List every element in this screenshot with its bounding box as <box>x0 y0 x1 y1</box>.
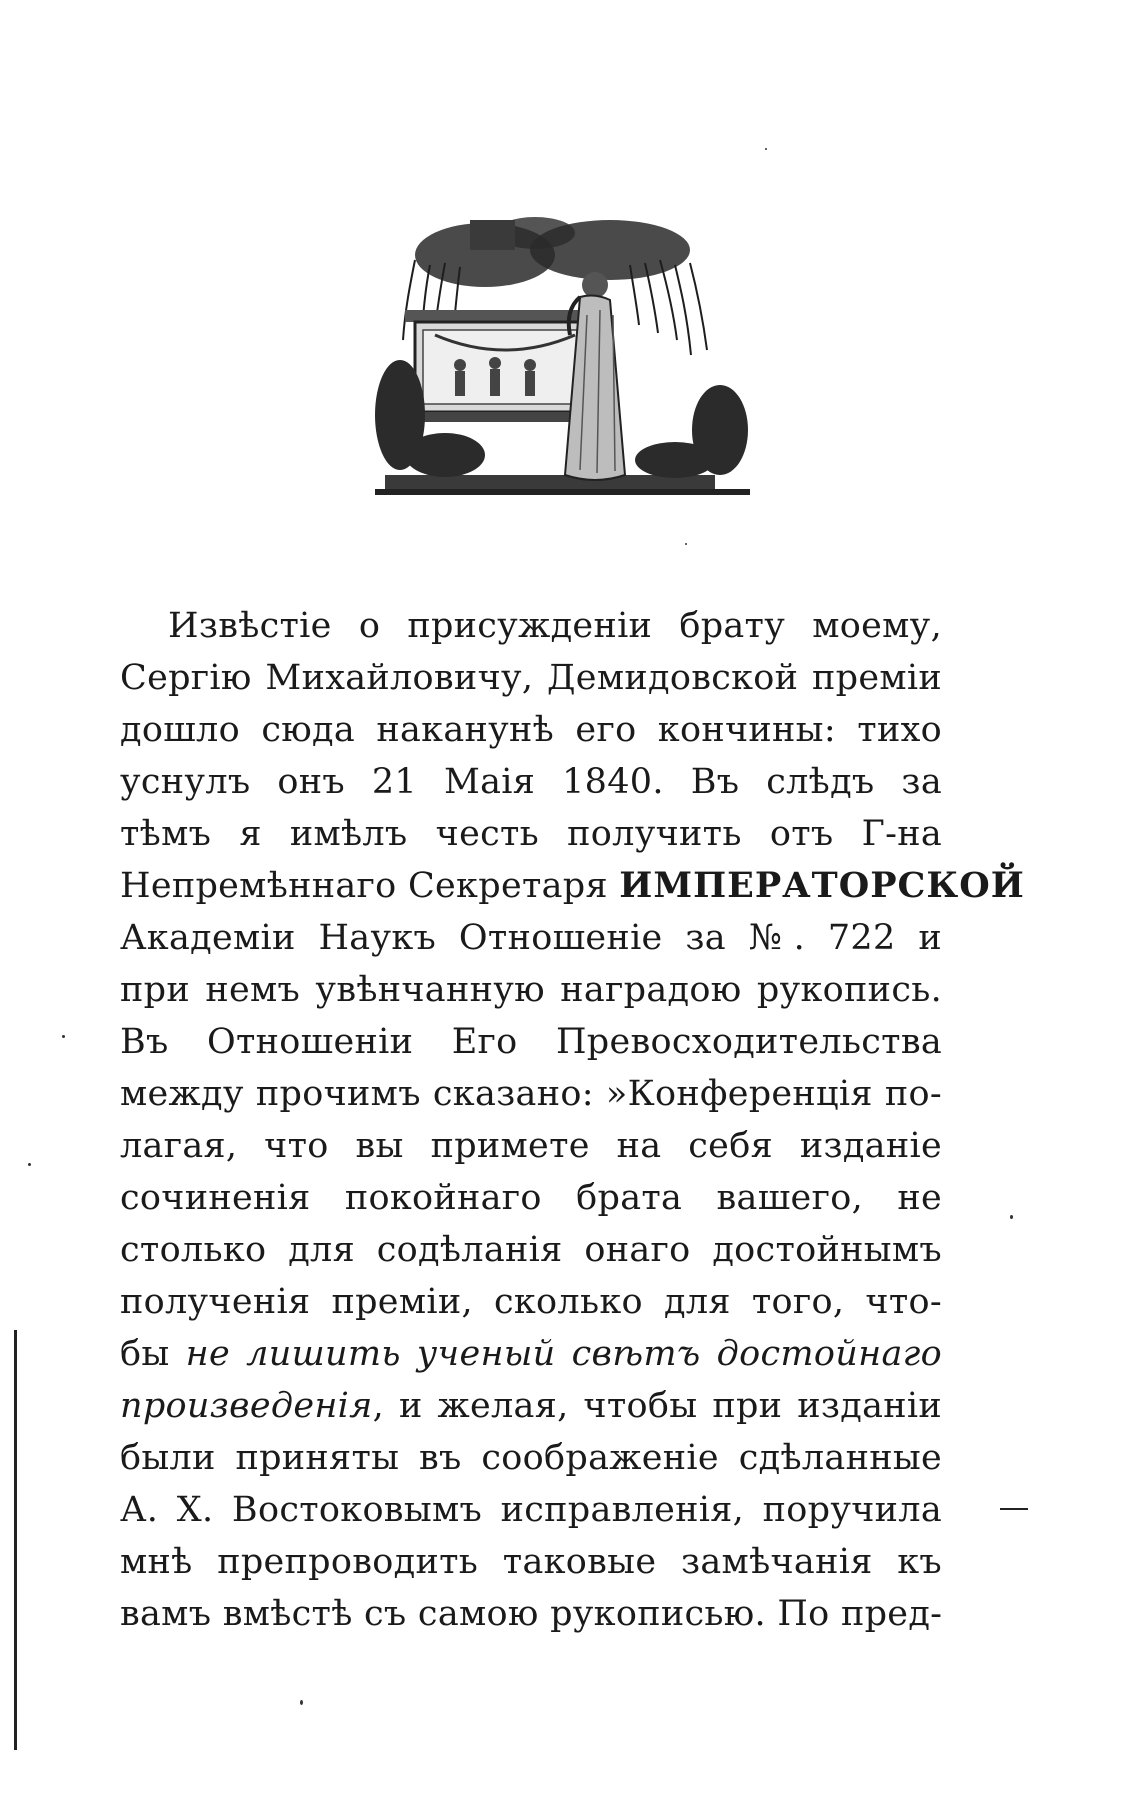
text-run: А. Х. Востоковымъ исправленія, поручила <box>120 1490 942 1530</box>
text-line <box>120 704 942 756</box>
text-line <box>120 1328 942 1380</box>
text-line <box>120 652 942 704</box>
text-line <box>120 808 942 860</box>
text-run: Непремѣннаго Секретаря <box>120 866 620 906</box>
body-text <box>120 600 1025 1640</box>
text-run: между прочимъ сказано: »Конференція по- <box>120 1074 942 1114</box>
text-run: Сергію Михайловичу, Демидовской преміи <box>120 658 942 698</box>
text-line <box>120 1432 942 1484</box>
text-line <box>120 964 942 1016</box>
text-line <box>120 1588 942 1640</box>
text-run: , и желая, чтобы при изданіи <box>372 1386 942 1426</box>
text-run: вамъ вмѣстѣ съ самою рукописью. По пред- <box>120 1594 943 1634</box>
text-run: Академіи Наукъ Отношеніе за №. 722 и <box>120 918 942 958</box>
text-run: произведенія <box>120 1386 373 1426</box>
text-run: не лишить ученый свѣтъ достойнаго <box>185 1334 942 1374</box>
text-run: уснулъ онъ 21 Маія 1840. Въ слѣдъ за <box>120 762 942 802</box>
text-run: бы <box>120 1334 186 1374</box>
text-run: ИМПЕРАТОРСКОЙ <box>619 865 1025 906</box>
text-run: Извѣстіе о присужденіи брату моему, <box>168 606 942 646</box>
text-run: были приняты въ соображеніе сдѣланные <box>120 1438 942 1478</box>
text-run: тѣмъ я имѣлъ честь получить отъ Г-на <box>120 814 942 854</box>
text-run: сочиненія покойнаго брата вашего, не <box>120 1178 942 1218</box>
binding-edge-line <box>14 1330 17 1750</box>
text-run: столько для содѣланія онаго достойнымъ <box>120 1230 942 1270</box>
text-line <box>120 1536 942 1588</box>
text-run: Въ Отношеніи Его Превосходительства <box>120 1022 942 1062</box>
text-run: полученія преміи, сколько для того, что- <box>120 1282 942 1322</box>
text-line <box>120 1380 942 1432</box>
text-line <box>120 1224 942 1276</box>
text-line <box>120 860 1025 912</box>
text-run: дошло сюда наканунѣ его кончины: тихо <box>120 710 942 750</box>
text-line <box>120 1484 942 1536</box>
text-line <box>120 1276 942 1328</box>
text-run: лагая, что вы примете на себя изданіе <box>120 1126 942 1166</box>
text-line <box>120 1120 942 1172</box>
text-line <box>120 912 942 964</box>
text-line <box>120 1172 942 1224</box>
mourning-woman-icon <box>375 215 750 510</box>
text-line <box>120 756 942 808</box>
vignette-illustration <box>375 215 750 510</box>
edge-dash-mark <box>1000 1508 1028 1510</box>
text-line <box>120 1068 942 1120</box>
text-line <box>120 1016 942 1068</box>
text-run: мнѣ препроводить таковые замѣчанія къ <box>120 1542 942 1582</box>
text-run: при немъ увѣнчанную наградою рукопись. <box>120 970 942 1010</box>
text-line <box>120 600 942 652</box>
